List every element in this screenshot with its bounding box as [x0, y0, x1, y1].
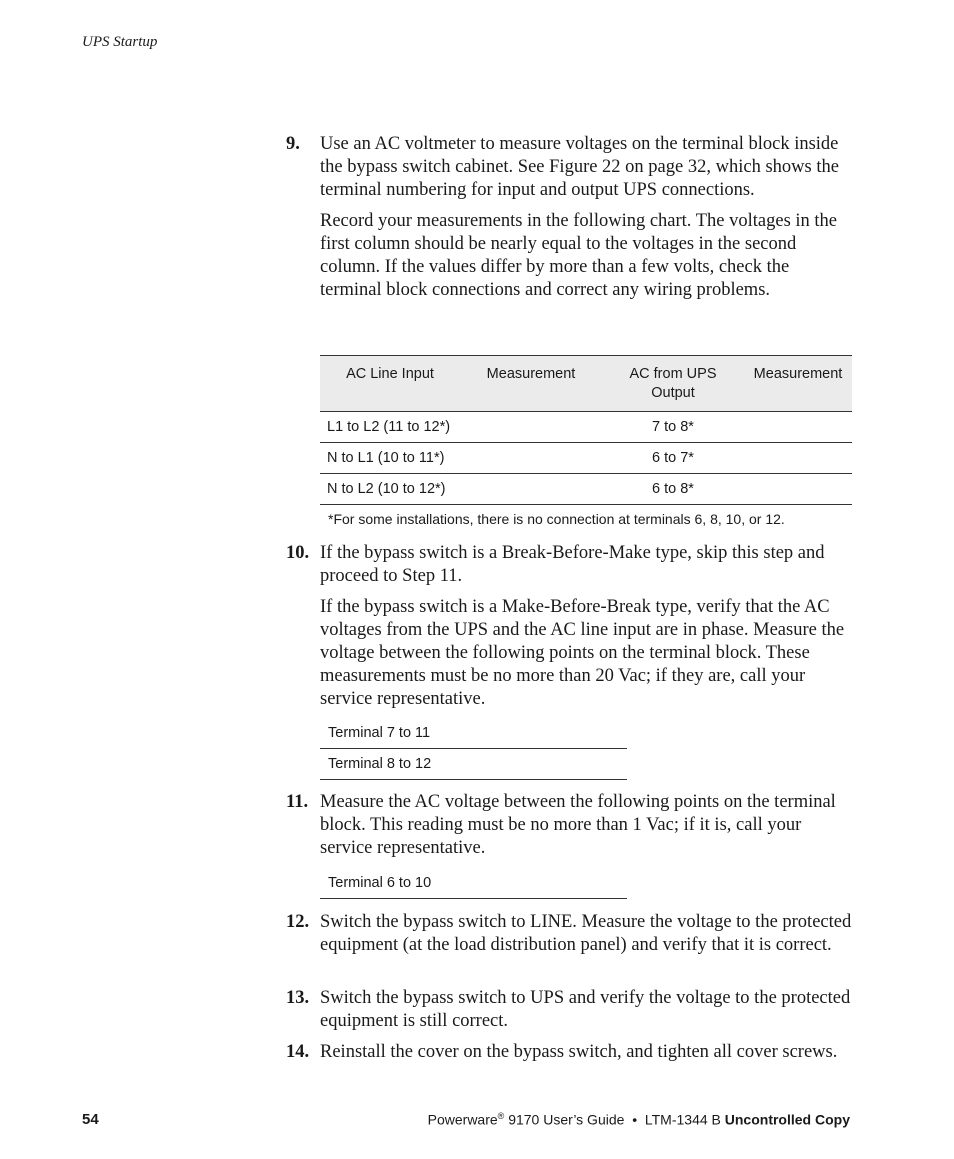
table-footnote: *For some installations, there is no connection at terminals 6, 8, 10, or 12. — [328, 511, 785, 527]
step-paragraph: If the bypass switch is a Make-Before-Break type, verify that the AC voltages from the UPS and the AC line input are in phase. Measure the voltage between the following points on the terminal block. These measurements must be no more than 20 Vac; if they are, call your service representative. — [320, 597, 845, 709]
table-cell — [460, 412, 602, 443]
step-paragraph: Use an AC voltmeter to measure voltages on the terminal block inside the bypass switch cabinet. See Figure 22 on page 32, which shows the terminal numbering for input and output UPS connections. — [320, 134, 839, 200]
table-cell: L1 to L2 (11 to 12*) — [320, 412, 460, 443]
step-14 — [286, 1041, 852, 1072]
terminal-row: Terminal 8 to 12 — [320, 749, 627, 780]
column-header: Measurement — [744, 356, 852, 412]
step-9 — [286, 133, 852, 310]
table-cell — [744, 412, 852, 443]
page-number: 54 — [82, 1111, 99, 1128]
table-cell — [744, 443, 852, 474]
step-number: 10. — [286, 543, 310, 563]
table-row — [320, 443, 852, 474]
table-row — [320, 474, 852, 505]
table-cell — [460, 474, 602, 505]
step-12 — [286, 911, 852, 965]
ac-check-terminals — [320, 868, 627, 899]
column-header: AC from UPS Output — [602, 356, 744, 412]
step-number: 12. — [286, 912, 310, 932]
table-cell — [744, 474, 852, 505]
table-cell — [460, 443, 602, 474]
step-paragraph: Switch the bypass switch to LINE. Measure the voltage to the protected equipment (at the load distribution panel) and verify that it is correct. — [320, 912, 852, 955]
step-number: 11. — [286, 792, 309, 812]
step-13 — [286, 987, 852, 1041]
footer-doc-info — [428, 1111, 850, 1128]
step-10 — [286, 542, 852, 719]
column-header: AC Line Input — [320, 356, 460, 412]
table-row — [320, 412, 852, 443]
footer-brand: Powerware — [427, 1111, 498, 1128]
table-cell: 6 to 7* — [602, 443, 744, 474]
footer-doc-title: 9170 User’s Guide • LTM-1344 B — [504, 1111, 725, 1128]
running-head: UPS Startup — [82, 34, 158, 50]
terminal-row: Terminal 6 to 10 — [320, 868, 627, 899]
table-header-row — [320, 356, 852, 412]
step-number: 14. — [286, 1042, 310, 1062]
terminal-row: Terminal 7 to 11 — [320, 718, 627, 749]
table-cell: 7 to 8* — [602, 412, 744, 443]
step-paragraph: Measure the AC voltage between the following points on the terminal block. This reading must be no more than 1 Vac; if it is, call your service representative. — [320, 792, 836, 858]
step-11 — [286, 791, 852, 868]
measurement-table — [320, 355, 852, 505]
footer-status: Uncontrolled Copy — [724, 1111, 850, 1128]
phase-check-terminals — [320, 718, 627, 780]
step-paragraph: Switch the bypass switch to UPS and verify the voltage to the protected equipment is still correct. — [320, 988, 851, 1031]
step-paragraph: Reinstall the cover on the bypass switch, and tighten all cover screws. — [320, 1042, 838, 1062]
step-number: 13. — [286, 988, 310, 1008]
step-number: 9. — [286, 134, 300, 154]
table-cell: N to L1 (10 to 11*) — [320, 443, 460, 474]
column-header: Measurement — [460, 356, 602, 412]
step-paragraph: Record your measurements in the following chart. The voltages in the first column should be nearly equal to the voltages in the second column. If the values differ by more than a few volts, check the terminal block connections and correct any wiring problems. — [320, 211, 838, 300]
table-cell: N to L2 (10 to 12*) — [320, 474, 460, 505]
table-cell: 6 to 8* — [602, 474, 744, 505]
step-paragraph: If the bypass switch is a Break-Before-Make type, skip this step and proceed to Step 11. — [320, 543, 825, 586]
registered-mark: ® — [497, 1111, 505, 1121]
